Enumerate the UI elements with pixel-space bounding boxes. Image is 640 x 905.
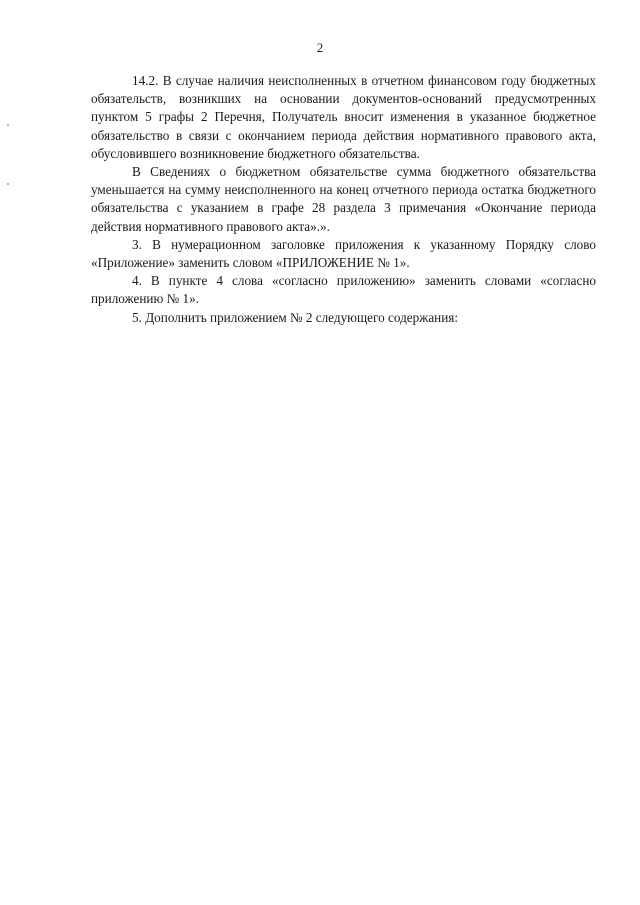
paragraph-item-4: 4. В пункте 4 слова «согласно приложению» заменить словами «согласно приложению № 1». bbox=[91, 273, 596, 307]
scan-speck bbox=[7, 183, 9, 185]
page-number: 2 bbox=[316, 40, 324, 55]
paragraph-14-2: 14.2. В случае наличия неисполненных в отчетном финансовом году бюджетных обязательств, возникших на основании документов-оснований предусмотренных пунктом 5 графы 2 Перечня, Получатель вносит изменения в указанное бюджетное обязательство в связи с окончанием периода действия нормативного правового акта, обусловившего возникновение бюджетного обязательства. bbox=[91, 73, 596, 161]
paragraph-item-3: 3. В нумерационном заголовке приложения к указанному Порядку слово «Приложение» заменить словом «ПРИЛОЖЕНИЕ № 1». bbox=[91, 236, 596, 271]
document-body bbox=[91, 72, 596, 327]
paragraph-budget-obligation-info: В Сведениях о бюджетном обязательстве сумма бюджетного обязательства уменьшается на сумму неисполненного на конец отчетного периода остатка бюджетного обязательства с указанием в графе 28 раздела 3 примечания «Окончание периода действия нормативного правового акта».». bbox=[91, 164, 596, 234]
scan-speck bbox=[7, 124, 9, 126]
paragraph-item-5: 5. Дополнить приложением № 2 следующего содержания: bbox=[132, 309, 459, 325]
